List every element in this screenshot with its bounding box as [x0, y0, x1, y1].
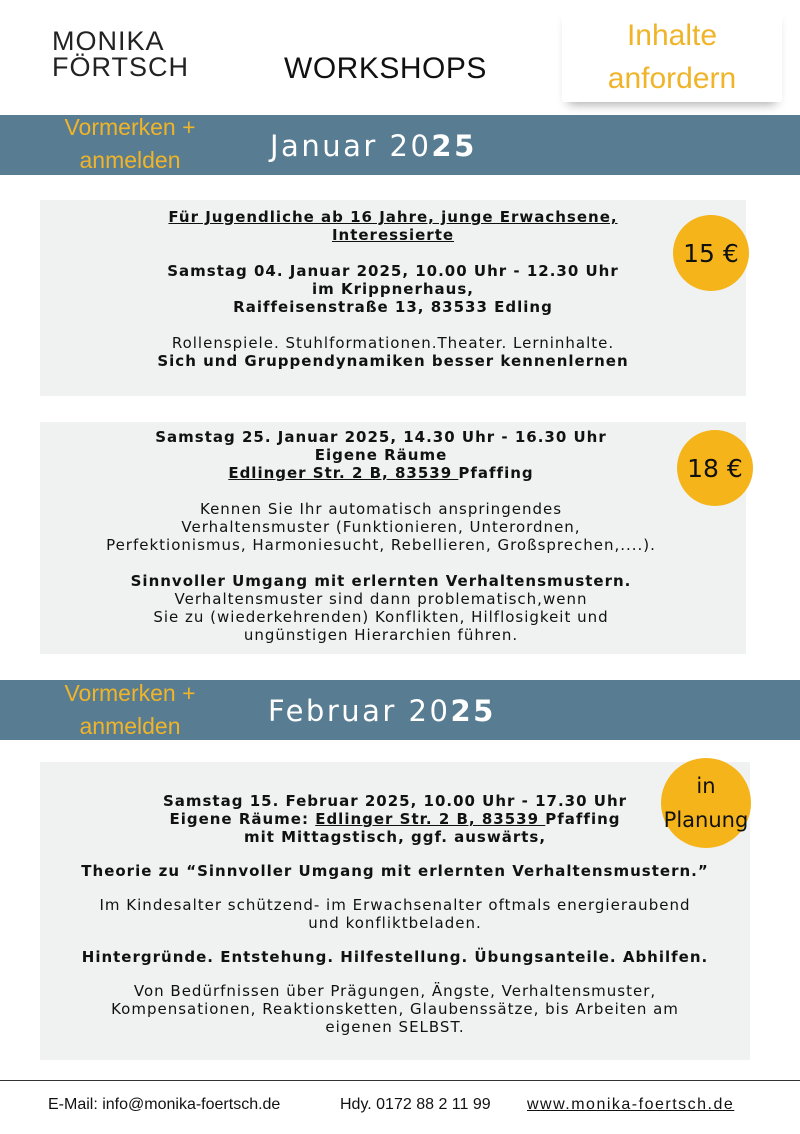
- price-badge-18: 18 €: [677, 430, 753, 506]
- workshop-card-1-text: [40, 208, 746, 370]
- workshop3-date: Samstag 15. Februar 2025, 10.00 Uhr - 17.30 Uhr: [162, 792, 628, 810]
- workshop3-needs-line1: Von Bedürfnissen über Prägungen, Ängste, Verhaltensmuster,: [133, 982, 657, 1000]
- workshop3-address-street: Edlinger Str. 2 B, 83539: [315, 810, 546, 828]
- workshop1-venue: im Krippnerhaus,: [312, 280, 474, 298]
- workshop2-headline: Sinnvoller Umgang mit erlernten Verhaltensmustern.: [130, 572, 632, 590]
- reserve-line1: Vormerken +: [64, 114, 196, 140]
- workshop3-address-town: Pfaffing: [545, 810, 621, 828]
- workshop2-text-line2: Sie zu (wiederkehrenden) Konflikten, Hilflosigkeit und: [153, 608, 609, 626]
- reserve-link-january[interactable]: [25, 111, 235, 177]
- request-content-button[interactable]: [562, 6, 782, 102]
- footer-phone: Hdy. 0172 88 2 11 99: [340, 1096, 491, 1113]
- reserve-line2: anmelden: [79, 713, 181, 739]
- planning-line1: in: [696, 774, 716, 798]
- workshop2-desc-line2: Verhaltensmuster (Funktionieren, Unterordnen,: [181, 518, 581, 536]
- price-badge-15: 15 €: [673, 215, 749, 291]
- page-title: WORKSHOPS: [284, 52, 487, 85]
- reserve-line2: anmelden: [79, 147, 181, 173]
- workshop3-theory: Theorie zu “Sinnvoller Umgang mit erlernten Verhaltensmustern.”: [81, 862, 709, 880]
- logo-line1: MONIKA: [52, 26, 165, 56]
- workshop1-goal: Sich und Gruppendynamiken besser kennenlernen: [157, 352, 629, 370]
- workshop2-date: Samstag 25. Januar 2025, 14.30 Uhr - 16.30 Uhr: [155, 428, 607, 446]
- workshop2-desc-line1: Kennen Sie Ihr automatisch anspringendes: [199, 500, 563, 518]
- audience-line1: Für Jugendliche ab 16 Jahre, junge Erwachsene,: [168, 208, 618, 226]
- workshop2-address-street: Edlinger Str. 2 B, 83539: [228, 464, 459, 482]
- workshop2-desc-line3: Perfektionismus, Harmoniesucht, Rebellieren, Großsprechen,....).: [106, 536, 656, 554]
- planning-line2: Planung: [663, 808, 749, 832]
- logo: [52, 28, 189, 80]
- workshop3-child-line2: und konfliktbeladen.: [308, 914, 482, 932]
- workshop3-needs-line2: Kompensationen, Reaktionsketten, Glaubenssätze, bis Arbeiten am: [111, 1000, 679, 1018]
- workshop-card-3-text: [42, 792, 748, 1036]
- logo-line2: FÖRTSCH: [52, 52, 190, 82]
- workshop3-bold-line: Hintergründe. Entstehung. Hilfestellung. Übungsanteile. Abhilfen.: [81, 948, 709, 966]
- month-title-february: Februar 2025: [268, 694, 496, 728]
- reserve-line1: Vormerken +: [64, 680, 196, 706]
- audience-line2: Interessierte: [331, 226, 455, 244]
- planning-badge: [661, 758, 751, 848]
- workshop3-child-line1: Im Kindesalter schützend- im Erwachsenalter oftmals energieraubend: [99, 896, 691, 914]
- workshop1-topics: Rollenspiele. Stuhlformationen.Theater. Lerninhalte.: [171, 334, 615, 352]
- workshop3-needs-line3: eigenen SELBST.: [325, 1018, 465, 1036]
- footer-website-link[interactable]: www.monika-foertsch.de: [527, 1096, 735, 1113]
- workshop3-venue-label: Eigene Räume:: [169, 810, 316, 828]
- workshop-card-2-text: [28, 428, 734, 644]
- reserve-link-february[interactable]: [25, 677, 235, 743]
- workshop3-lunch: mit Mittagstisch, ggf. auswärts,: [243, 828, 547, 846]
- workshop2-venue: Eigene Räume: [314, 446, 448, 464]
- workshop2-text-line1: Verhaltensmuster sind dann problematisch,wenn: [174, 590, 588, 608]
- footer-email[interactable]: E-Mail: info@monika-foertsch.de: [48, 1096, 281, 1113]
- workshop2-text-line3: ungünstigen Hierarchien führen.: [243, 626, 519, 644]
- workshop2-address-town: Pfaffing: [458, 464, 534, 482]
- request-content-line2: anfordern: [607, 62, 737, 95]
- workshop1-address: Raiffeisenstraße 13, 83533 Edling: [233, 298, 553, 316]
- month-title-january: Januar 2025: [270, 129, 477, 163]
- workshop1-date: Samstag 04. Januar 2025, 10.00 Uhr - 12.30 Uhr: [167, 262, 619, 280]
- footer-divider: [0, 1080, 800, 1081]
- request-content-line1: Inhalte: [626, 19, 718, 52]
